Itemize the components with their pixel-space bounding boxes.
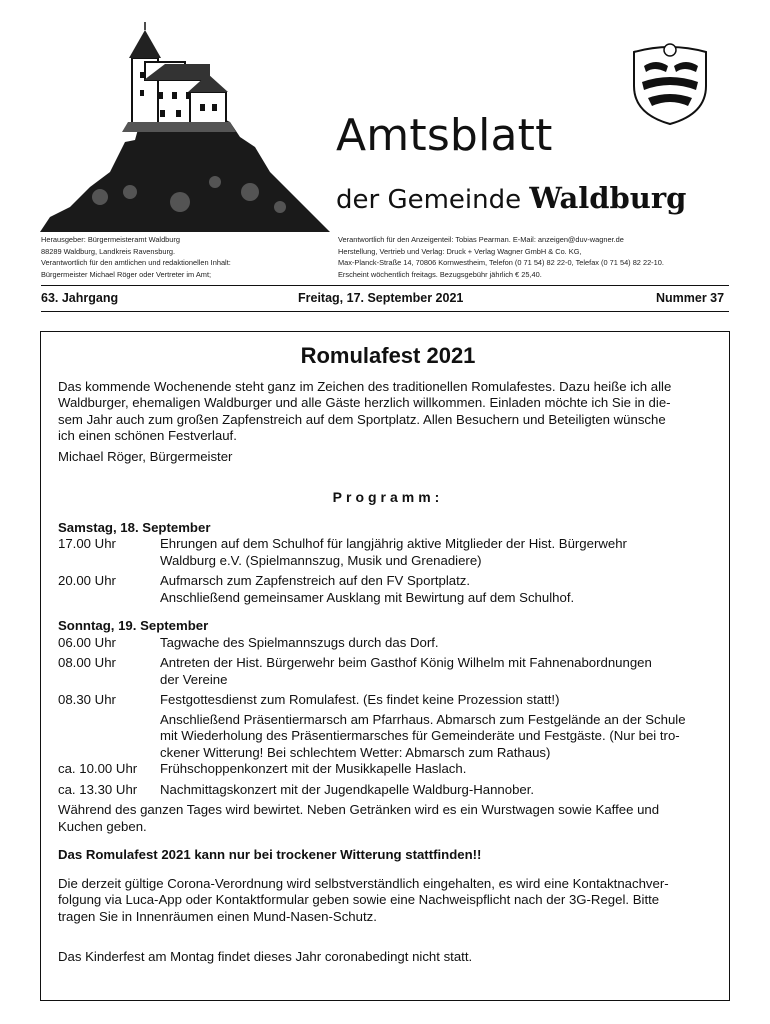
program-time: ca. 13.30 Uhr xyxy=(58,781,138,797)
imprint-line: Erscheint wöchentlich freitags. Bezugsgebühr jährlich € 25,40. xyxy=(338,269,542,279)
program-item xyxy=(58,655,718,688)
imprint-line: Bürgermeister Michael Röger oder Vertreter im Amt; xyxy=(41,269,212,279)
program-description xyxy=(160,655,718,688)
program-description xyxy=(160,573,718,606)
description-line: Nachmittagskonzert mit der Jugendkapelle Waldburg-Hannober. xyxy=(160,781,535,797)
description-line: Antreten der Hist. Bürgerwehr beim Gasthof König Wilhelm mit Fahnenabordnungen xyxy=(160,655,652,670)
program-item xyxy=(58,635,718,652)
imprint-line: Herstellung, Vertrieb und Verlag: Druck + Verlag Wagner GmbH & Co. KG, xyxy=(338,246,582,256)
description-line: Anschließend gemeinsamer Ausklang mit Bewirtung auf dem Schulhof. xyxy=(160,589,575,605)
divider xyxy=(41,285,729,286)
publication-subtitle xyxy=(336,181,686,215)
publication-title: Amtsblatt xyxy=(336,110,553,161)
program-time: ca. 10.00 Uhr xyxy=(58,761,138,776)
imprint-line: 88289 Waldburg, Landkreis Ravensburg. xyxy=(41,246,176,256)
article-headline: Romulafest 2021 xyxy=(300,343,476,368)
imprint-line: Verantwortlich für den Anzeigenteil: Tobias Pearman. E-Mail: anzeigen@duv-wagner.de xyxy=(338,235,624,244)
description-line: Anschließend Präsentiermarsch am Pfarrhaus. Abmarsch zum Festgelände an der Schule xyxy=(160,711,686,727)
volume-label: 63. Jahrgang xyxy=(41,291,119,305)
description-line: Festgottesdienst zum Romulafest. (Es findet keine Prozession statt!) xyxy=(160,692,560,707)
program-description xyxy=(160,536,718,569)
program-item xyxy=(58,761,718,778)
program-time: 20.00 Uhr xyxy=(58,573,116,588)
imprint-printer xyxy=(338,234,738,280)
program-time: 08.00 Uhr xyxy=(58,655,116,670)
imprint-line: Herausgeber: Bürgermeisteramt Waldburg xyxy=(41,235,180,244)
kinderfest-notice: Das Kinderfest am Montag findet dieses Jahr coronabedingt nicht statt. xyxy=(58,949,473,964)
municipality-name: Waldburg xyxy=(529,181,687,215)
program-item xyxy=(58,536,718,569)
issue-date: Freitag, 17. September 2021 xyxy=(298,291,464,305)
catering-line: Während des ganzen Tages wird bewirtet. Neben Getränken wird es ein Wurstwagen sowie Kaffee und xyxy=(58,802,660,817)
program-description xyxy=(160,782,718,799)
intro-line: ich einen schönen Festverlauf. xyxy=(58,428,237,443)
article-body xyxy=(58,340,718,966)
day-heading: Samstag, 18. September xyxy=(58,519,211,535)
program-description xyxy=(160,692,718,761)
intro-line: sem Jahr auch zum großen Zapfenstreich auf dem Sportplatz. Allen Besuchern und Beteiligten wünsche xyxy=(58,411,666,427)
description-line: Frühschoppenkonzert mit der Musikkapelle Haslach. xyxy=(160,761,467,776)
description-line: Tagwache des Spielmannszugs durch das Dorf. xyxy=(160,634,439,650)
crest-icon xyxy=(626,38,714,126)
description-line: mit Wiederholung des Präsentiermarsches für Gemeinderäte und Festgäste. (Nur bei tro- xyxy=(160,728,680,743)
description-line: Aufmarsch zum Zapfenstreich auf den FV Sportplatz. xyxy=(160,573,471,588)
program-item xyxy=(58,782,718,799)
divider xyxy=(41,311,729,312)
description-line: ckener Witterung! Bei schlechtem Wetter: Abmarsch zum Rathaus) xyxy=(160,744,551,760)
description-line: der Vereine xyxy=(160,671,228,687)
intro-line: Das kommende Wochenende steht ganz im Zeichen des traditionellen Romulafestes. Dazu heiße ich alle xyxy=(58,378,672,394)
program-item xyxy=(58,573,718,606)
imprint-line: Max-Planck-Straße 14, 70806 Kornwestheim, Telefon (0 71 54) 82 22-0, Telefax (0 71 54) 82 22-10. xyxy=(338,258,664,267)
description-line: Waldburg e.V. (Spielmannszug, Musik und Grenadiere) xyxy=(160,552,482,568)
weather-notice: Das Romulafest 2021 kann nur bei trockener Witterung stattfinden!! xyxy=(58,847,482,862)
catering-line: Kuchen geben. xyxy=(58,818,147,834)
corona-line: tragen Sie in Innenräumen einen Mund-Nasen-Schutz. xyxy=(58,908,377,924)
program-description xyxy=(160,761,718,778)
program-time: 17.00 Uhr xyxy=(58,536,116,551)
program-item xyxy=(58,692,718,761)
issue-number: Nummer 37 xyxy=(656,291,725,305)
description-line: Ehrungen auf dem Schulhof für langjährig aktive Mitglieder der Hist. Bürgerwehr xyxy=(160,536,627,551)
corona-line: folgung via Luca-App oder Kontaktformular geben sowie eine Nachweispflicht nach der 3G-Regel. Bitte xyxy=(58,892,660,907)
castle-illustration xyxy=(40,22,330,232)
intro-line: Waldburger, ehemaligen Waldburger und alle Gäste herzlich willkommen. Einladen möchte ich Sie in die- xyxy=(58,395,671,410)
program-time: 06.00 Uhr xyxy=(58,634,116,650)
subtitle-prefix: der Gemeinde xyxy=(336,185,530,215)
program-time: 08.30 Uhr xyxy=(58,692,116,707)
imprint-publisher xyxy=(41,234,321,280)
day-heading: Sonntag, 19. September xyxy=(58,618,209,633)
corona-line: Die derzeit gültige Corona-Verordnung wird selbstverständlich eingehalten, es wird eine Kontaktnachver- xyxy=(58,875,669,891)
program-title: Programm: xyxy=(332,489,444,505)
program-description xyxy=(160,635,718,652)
imprint-line: Verantwortlich für den amtlichen und redaktionellen Inhalt: xyxy=(41,258,231,267)
signature: Michael Röger, Bürgermeister xyxy=(58,448,233,464)
